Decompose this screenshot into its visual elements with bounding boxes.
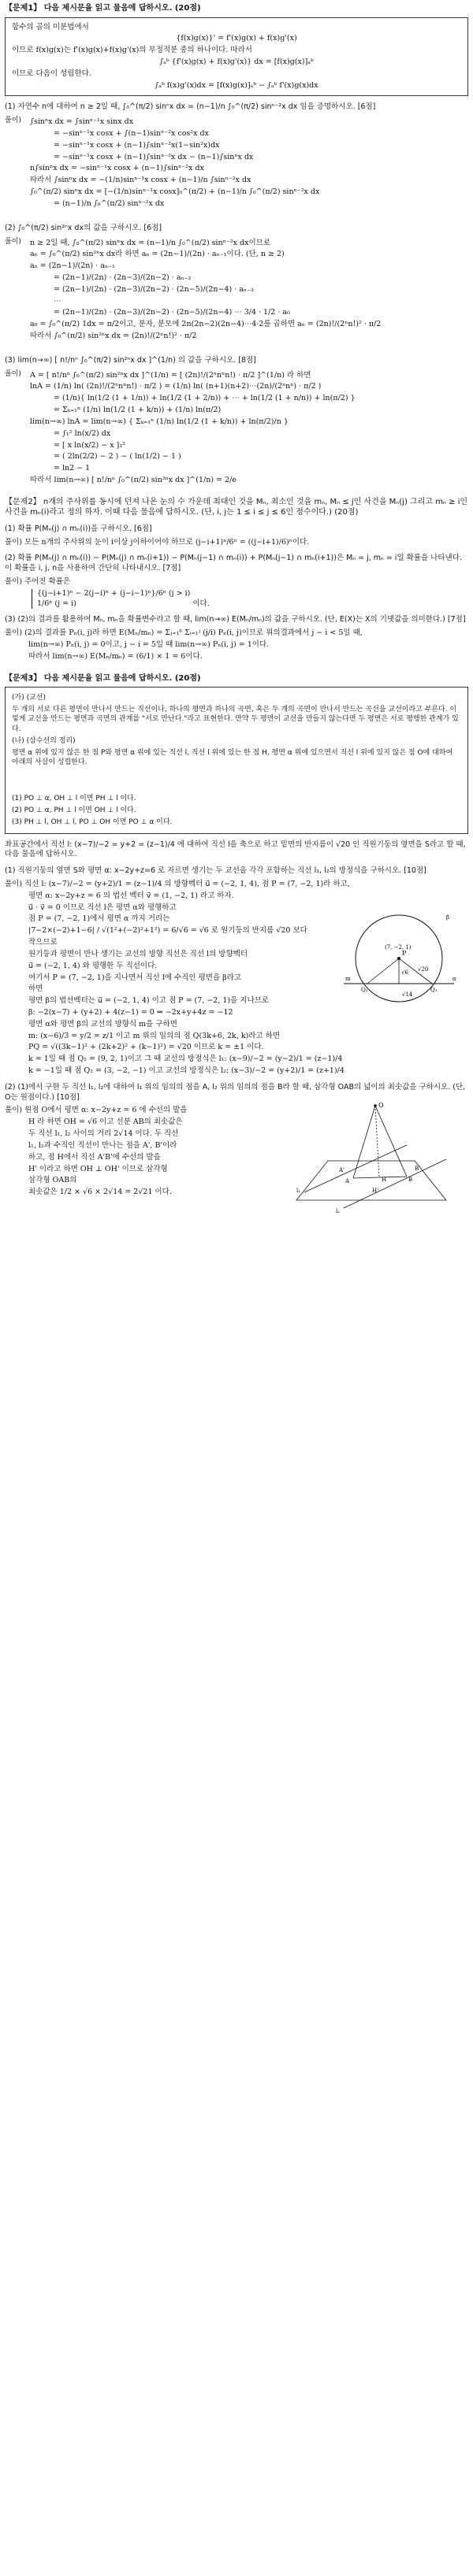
plane-outline <box>296 1161 446 1200</box>
segment-oa <box>353 1106 375 1178</box>
na-title: (나) (삼수선의 정리) <box>12 736 76 745</box>
circle-figure <box>336 903 462 1014</box>
solution-2-3-line-3: 따라서 lim(n→∞) E(Mₙ/mₙ) = (6/1) × 1 = 6이다. <box>28 651 203 661</box>
sol-line: l₁, l₂과 수직인 직선이 만나는 점을 A', B'이라 <box>28 1140 177 1150</box>
box-line-1: 함수의 곱의 미분법에서 <box>12 22 89 32</box>
sol-line: a₀ = ∫₀^(π/2) 1dx = π/2이고, 분자, 분모에 2n(2n−2)(2n−4)⋯4·2를 곱하면 aₙ = (2n)!/(2ⁿn!)² · π/2 <box>30 320 382 329</box>
sol-line: k = 1일 때 점 Q₁ = (9, 2, 1)이고 그 때 교선의 방정식은 l₁: (x−9)/−2 = (y−2)/1 = (z−1)/4 <box>28 1054 343 1064</box>
sol-line: n ≥ 2일 때, ∫₀^(π/2) sinⁿx dx = (n−1)/n ∫₀^(π/2) sinⁿ⁻²x dx이므로 <box>30 238 270 247</box>
sol-line: = Σₖ₌₁ⁿ (1/n) ln(1/2 (1 + k/n)) + (1/n) ln(π/2) <box>54 406 222 415</box>
problem-2-title: 【문제2】 n개의 주사위를 동시에 던져 나온 눈의 수 가운데 최대인 것을 Mₙ, 최소인 것을 mₙ, Mₙ ≤ j인 사건을 Mₙ(j) 그리고 mₙ ≥ i인 사건을 mₙ(i)라고 정의 하자. 이때 다음 물음에 답하시오. (단, i, j는 1 ≤ i ≤ j ≤ 6인 정수이다.) (20점) <box>5 497 468 517</box>
sol-line: 평면 β의 법선벡터는 u⃗ = (−2, 1, 4) 이고 점 P = (7, −2, 1)을 지나므로 <box>28 996 270 1006</box>
sol-line: 풀이) 원점 O에서 평면 α: x−2y+z = 6 에 수선의 발을 <box>5 1106 188 1115</box>
ga-title: (가) (교선) <box>12 694 46 702</box>
na-item: (2) PO ⊥ α, PH ⊥ l 이면 OH ⊥ l 이다. <box>12 806 136 815</box>
label-sqrt14: √14 <box>402 991 413 999</box>
label-beta: β <box>446 914 450 921</box>
na-text: 평면 α 위에 있지 않은 한 점 P와 평면 α 위에 있는 직선 l, 직선 l 위에 있는 한 점 H, 평면 α 위에 있으면서 직선 l 위에 있지 않은 점 O에 대하여 아래의 사실이 성립한다. <box>12 748 453 767</box>
label-coord: (7, −2, 1) <box>385 944 412 951</box>
sol-line: = [ x ln(x/2) − x ]₁² <box>54 440 125 450</box>
label-b-prime: B' <box>415 1166 421 1173</box>
sol-line: 따라서 ∫₀^(π/2) sin²ⁿx dx = (2n)!/(2ⁿn!)² · π/2 <box>30 332 197 340</box>
sol-line: = ∫₁² ln(x/2) dx <box>54 428 111 438</box>
label-p: P <box>402 950 407 958</box>
sol-line: lim(n→∞) lnA = lim(n→∞) { Σₖ₌₁ⁿ (1/n) ln(1/2 (1 + k/n)) + ln(π/2)/n } <box>30 417 289 426</box>
box-eq-1: {f(x)g(x)}' = f'(x)g(x) + f(x)g'(x) <box>176 34 297 43</box>
sol-line: 따라서 lim(n→∞) [ n!/nⁿ ∫₀^(π/2) sin²ⁿx dx ]^(1/n) = 2/e <box>30 475 236 484</box>
label-b: B <box>408 1177 413 1184</box>
point-p <box>397 957 400 960</box>
question-1-2: (2) ∫₀^(π/2) sin²ⁿx dx의 값을 구하시오. [6점] <box>5 223 162 232</box>
label-q2: Q₂ <box>361 987 368 994</box>
sol-line: 따라서 ∫sinⁿx dx = −(1/n)sinⁿ⁻¹x cosx + (n−1)/n ∫sinⁿ⁻²x dx <box>30 176 251 185</box>
label-q1: Q₁ <box>430 987 438 994</box>
point-o <box>374 1105 377 1108</box>
sol-line: = (2n−1)/(2n) · (2n−3)/(2n−2) · (2n−5)/(2n−4) ⋯ 3/4 · 1/2 · a₀ <box>54 308 290 317</box>
label-r6: √6 <box>401 969 408 977</box>
question-1-1: (1) 자연수 n에 대하여 n ≥ 2일 때, ∫₀^(π/2) sinⁿx dx = (n−1)/n ∫₀^(π/2) sinⁿ⁻²x dx 임을 증명하시오. [6점] <box>5 102 376 112</box>
sol-line: PQ = √((3k−1)² + (2k+2)² + (k−1)²) = √20 이므로 k = ±1 이다. <box>28 1043 264 1052</box>
sol-line: k = −1일 때 점 Q₂ = (3, −2, −1) 이고 교선의 방정식은 l₂: (x−3)/−2 = (y+2)/1 = (z+1)/4 <box>28 1066 345 1076</box>
sol-line: = (n−1)/n ∫₀^(π/2) sinⁿ⁻²x dx <box>54 198 165 208</box>
problem-3-intro: 좌표공간에서 직선 l: (x−7)/−2 = y+2 = (z−1)/4 에 대하여 직선 l을 축으로 하고 밑면의 반지름이 √20 인 직원기둥의 옆면을 S라고 할 때, 다음 물음에 답하시오. <box>5 840 466 859</box>
sol-line: 삼각형 OAB의 <box>28 1176 77 1185</box>
sol-line: = (2n−1)/(2n) · (2n−3)/(2n−2) · aₙ₋₂ <box>54 272 192 282</box>
na-item: (1) PO ⊥ α, OH ⊥ l 이면 PH ⊥ l 이다. <box>12 795 136 803</box>
sol-line: aₙ = ∫₀^(π/2) sin²ⁿx dx라 하면 aₙ = (2n−1)/(2n) · aₙ₋₁이다. (단, n ≥ 2) <box>30 250 285 259</box>
sol-line: A = [ n!/nⁿ ∫₀^(π/2) sin²ⁿx dx ]^(1/n) = [ (2n)!/(2ⁿnⁿn!) · π/2 ]^(1/n) 라 하면 <box>30 370 311 380</box>
sol-line: H 라 하면 OH = √6 이고 선분 AB의 최솟값은 <box>28 1118 183 1127</box>
label-m: m <box>345 976 351 983</box>
problem-3-title: 【문제3】 다음 제시문을 읽고 물음에 답하시오. (20점) <box>5 673 201 683</box>
label-r20: √20 <box>418 966 429 973</box>
solution-1-2 <box>5 237 468 343</box>
sol-line: 원기둥과 평면이 만나 생기는 교선의 방향 직선은 직선 l의 방향벡터 <box>28 949 248 958</box>
question-3-1: (1) 직원기둥의 옆면 S와 평면 α: x−2y+z=6 로 자르면 생기는 두 교선을 각각 포함하는 직선 l₁, l₂의 방정식을 구하시오. [10점] <box>5 866 426 876</box>
solution-2-3-line-2: lim(n→∞) Pₙ(i, j) = 0이고, j − i = 5일 때 lim(n→∞) Pₙ(i, j) = 1이다. <box>28 640 270 650</box>
solution-label: 풀이) <box>5 237 21 246</box>
problem-1-title: 【문제1】 다음 제시문을 읽고 물음에 답하시오. (20점) <box>5 4 201 13</box>
solution-3-2 <box>5 1102 468 1215</box>
label-o: O <box>378 1102 384 1110</box>
sol-line: 작으므로 <box>28 938 58 947</box>
problem-3-box <box>5 687 468 833</box>
sol-line: ⋯ <box>54 296 61 306</box>
sol-line: 풀이) 직선 l: (x−7)/−2 = (y+2)/1 = (z−1)/4 의 방향벡터 u⃗ = (−2, 1, 4), 점 P = (7, −2, 1)라 하고, <box>5 880 350 889</box>
sol-line: 평면 α와 평면 β의 교선의 방향식 m을 구하면 <box>28 1019 177 1029</box>
sol-line: = −sinⁿ⁻¹x cosx + (n−1)∫sinⁿ⁻²x dx − (n−1)∫sinⁿx dx <box>54 152 254 161</box>
sol-line: = (1/n){ ln(1/2 (1 + 1/n)) + ln(1/2 (1 + 2/n)) + ⋯ + ln(1/2 (1 + n/n)) + ln(π/2) } <box>54 394 356 403</box>
sol-line: = −sinⁿ⁻¹x cosx + (n−1)∫sinⁿ⁻²x(1−sin²x)dx <box>54 140 220 150</box>
sol-line: |7−2×(−2)+1−6| / √(1²+(−2)²+1²) = 6/√6 = √6 로 원기둥의 반지름 √20 보다 <box>28 926 307 936</box>
label-h-prime: H' <box>372 1188 379 1195</box>
sol-line: 하고, 점 H에서 직선 A'B'에 수선의 발을 <box>28 1152 161 1162</box>
segment-ab <box>353 1177 407 1178</box>
sol-line: 여기서 P = (7, −2, 1)을 지나면서 직선 l에 수직인 평면을 β라고 <box>28 973 242 982</box>
case-end: 이다. <box>192 599 210 608</box>
question-2-2: (2) 확률 P(Mₙ(j) ∩ mₙ(i)) − P(Mₙ(j) ∩ mₙ(i+1)) − P(Mₙ(j−1) ∩ mₙ(i)) + P(Mₙ(j−1) ∩ mₙ(i+1))은 Mₙ = j, mₙ = i일 확률을 나타낸다. 이 확률을 i, j, n을 사용하여 간단히 나타내시오. [7점] <box>5 554 462 573</box>
sol-line: H' 이라고 하면 OH ⊥ OH' 이므로 삼각형 <box>28 1164 168 1173</box>
sol-line: = ( 2ln(2/2) − 2 ) − ( ln(1/2) − 1 ) <box>54 452 181 461</box>
cases <box>5 589 468 610</box>
sol-line: n∫sinⁿx dx = −sinⁿ⁻¹x cosx + (n−1)∫sinⁿ⁻²x dx <box>30 164 204 173</box>
question-1-3: (3) lim(n→∞) [ n!/nⁿ ∫₀^(π/2) sin²ⁿx dx ]^(1/n) 의 값을 구하시오. [8점] <box>5 355 256 365</box>
label-a: A <box>345 1178 350 1185</box>
question-2-3: (3) (2)의 결과를 활용하여 Mₙ, mₙ을 확률변수라고 할 때, lim(n→∞) E(Mₙ/mₙ)의 값을 구하시오. (단, E(X)는 X의 기댓값을 의미한다.) [7점] <box>5 615 466 625</box>
solution-2-1: 풀이) 모든 n개의 주사위의 눈이 i이상 j이하이어야 하므로 (j−i+1)ⁿ/6ⁿ = ((j−i+1)/6)ⁿ이다. <box>5 537 310 547</box>
sol-line: 하면 <box>28 984 43 994</box>
sol-line: 평면 α: x−2y+z = 6 의 법선 벡터 v⃗ = (1, −2, 1) 라고 하자. <box>28 891 234 900</box>
solution-3-1 <box>5 880 468 1077</box>
solution-2-3-line-1: 풀이) (2)의 결과를 Pₙ(i, j)라 하면 E(Mₙ/mₙ) = Σⱼ₌₁⁶ Σᵢ₌₁ʲ (j/i) Pₙ(i, j)이므로 위의결과에서 j − i < 5일 때, <box>5 628 363 638</box>
sol-line: ∫sinⁿx dx = ∫sinⁿ⁻¹x sinx dx <box>30 117 134 127</box>
label-l2: l₂ <box>336 1208 341 1215</box>
sol-line: aₙ = (2n−1)/(2n) · aₙ₋₁ <box>30 261 115 271</box>
sol-line: β: −2(x−7) + (y+2) + 4(z−1) = 0 ⇔ −2x+y+4z = −12 <box>28 1007 233 1017</box>
box-eq-3: ∫ₐᵇ f(x)g'(x)dx = [f(x)g(x)]ₐᵇ − ∫ₐᵇ f'(x)g(x)dx <box>155 80 318 90</box>
ga-text: 두 개의 서로 다른 평면이 만나서 만드는 직선이나, 하나의 평면과 하나의 곡면, 혹은 두 개의 곡면이 만나서 만드는 곡선을 교선이라고 부른다. 이렇게 교선을 만드는 평면과 곡면의 관계를 "서로 만난다."라고 표현한다. 만약 두 평면이 교선을 만들지 않는다면 두 평면은 서로 평행한 관계가 있다. <box>12 706 459 733</box>
segment-ob <box>375 1106 407 1177</box>
problem-1-box <box>5 17 468 97</box>
sol-line: 점 P = (7, −2, 1)에서 평면 α 까지 거리는 <box>28 914 170 924</box>
sol-line: 최솟값은 1/2 × √6 × 2√14 = 2√21 이다. <box>28 1188 172 1197</box>
solution-label: 풀이) <box>5 369 21 378</box>
sol-line: u⃗ · v⃗ = 0 이므로 직선 l은 평면 α와 평행하고 <box>28 903 177 912</box>
sol-line: lnA = (1/n) ln( (2n)!/(2ⁿnⁿn!) · π/2 ) = (1/n) ln( (n+1)(n+2)⋯(2n)/(2ⁿnⁿ) · π/2 ) <box>30 382 322 391</box>
question-2-1: (1) 확률 P(Mₙ(j) ∩ mₙ(i))을 구하시오. [6점] <box>5 524 152 533</box>
case-2: 1/6ⁿ (j = i) <box>37 599 76 608</box>
na-item: (3) PH ⊥ l, OH ⊥ l, PO ⊥ OH 이면 PO ⊥ α 이다. <box>12 818 173 827</box>
label-l1: l₁ <box>296 1188 301 1195</box>
box-line-2: 이므로 f(x)g(x)는 f'(x)g(x)+f(x)g'(x)의 부정적분 중의 하나이다. 따라서 <box>12 46 252 55</box>
sol-line: = −sinⁿ⁻¹x cosx + ∫(n−1)sinⁿ⁻²x cos²x dx <box>54 129 209 138</box>
solution-1-3 <box>5 369 468 487</box>
radius-q2 <box>367 958 399 984</box>
solution-2-2-intro: 풀이) 주어진 확률은 <box>5 577 71 586</box>
sol-line: ∫₀^(π/2) sinⁿx dx = [−(1/n)sinⁿ⁻¹x cosx]₀^(π/2) + (n−1)/n ∫₀^(π/2) sinⁿ⁻²x dx <box>30 187 320 197</box>
sol-line: m: (x−6)/3 = y/2 = z/1 이고 m 위의 임의의 점 Q(3k+6, 2k, k)라고 하면 <box>28 1031 281 1040</box>
question-3-2: (2) (1)에서 구한 두 직선 l₁, l₂에 대하여 l₁ 위의 임의의 점을 A, l₂ 위의 임의의 점을 B라 할 때, 삼각형 OAB의 넓이의 최솟값을 구하시오. (단, O는 원점이다.) [10점] <box>5 1082 466 1102</box>
case-1: {(j−i+1)ⁿ − 2(j−i)ⁿ + (j−i−1)ⁿ}/6ⁿ (j > i) <box>37 588 191 598</box>
box-eq-2: ∫ₐᵇ {f'(x)g(x) + f(x)g'(x)} dx = [f(x)g(x)]ₐᵇ <box>159 57 314 66</box>
segment-oh <box>375 1106 379 1177</box>
line-l2 <box>344 1159 446 1208</box>
label-h: H <box>382 1177 387 1184</box>
triangle-figure <box>289 1098 462 1216</box>
label-a-prime: A' <box>339 1167 345 1174</box>
sol-line: = ln2 − 1 <box>54 464 91 473</box>
document-page <box>5 3 468 1215</box>
solution-label: 풀이) <box>5 117 21 125</box>
sol-line: 두 직선 l₁, l₂ 사이의 거리 2√14 이다. 두 직선 <box>28 1129 179 1139</box>
solution-1-1 <box>5 116 468 211</box>
sol-line: = (2n−1)/(2n) · (2n−3)/(2n−2) · (2n−5)/(2n−4) · aₙ₋₃ <box>54 284 254 294</box>
box-line-3: 이므로 다음이 성립한다. <box>12 69 91 78</box>
label-alpha: α <box>453 976 456 983</box>
sol-line: u⃗ = (−2, 1, 4) 와 평행한 두 직선이다. <box>28 961 158 970</box>
